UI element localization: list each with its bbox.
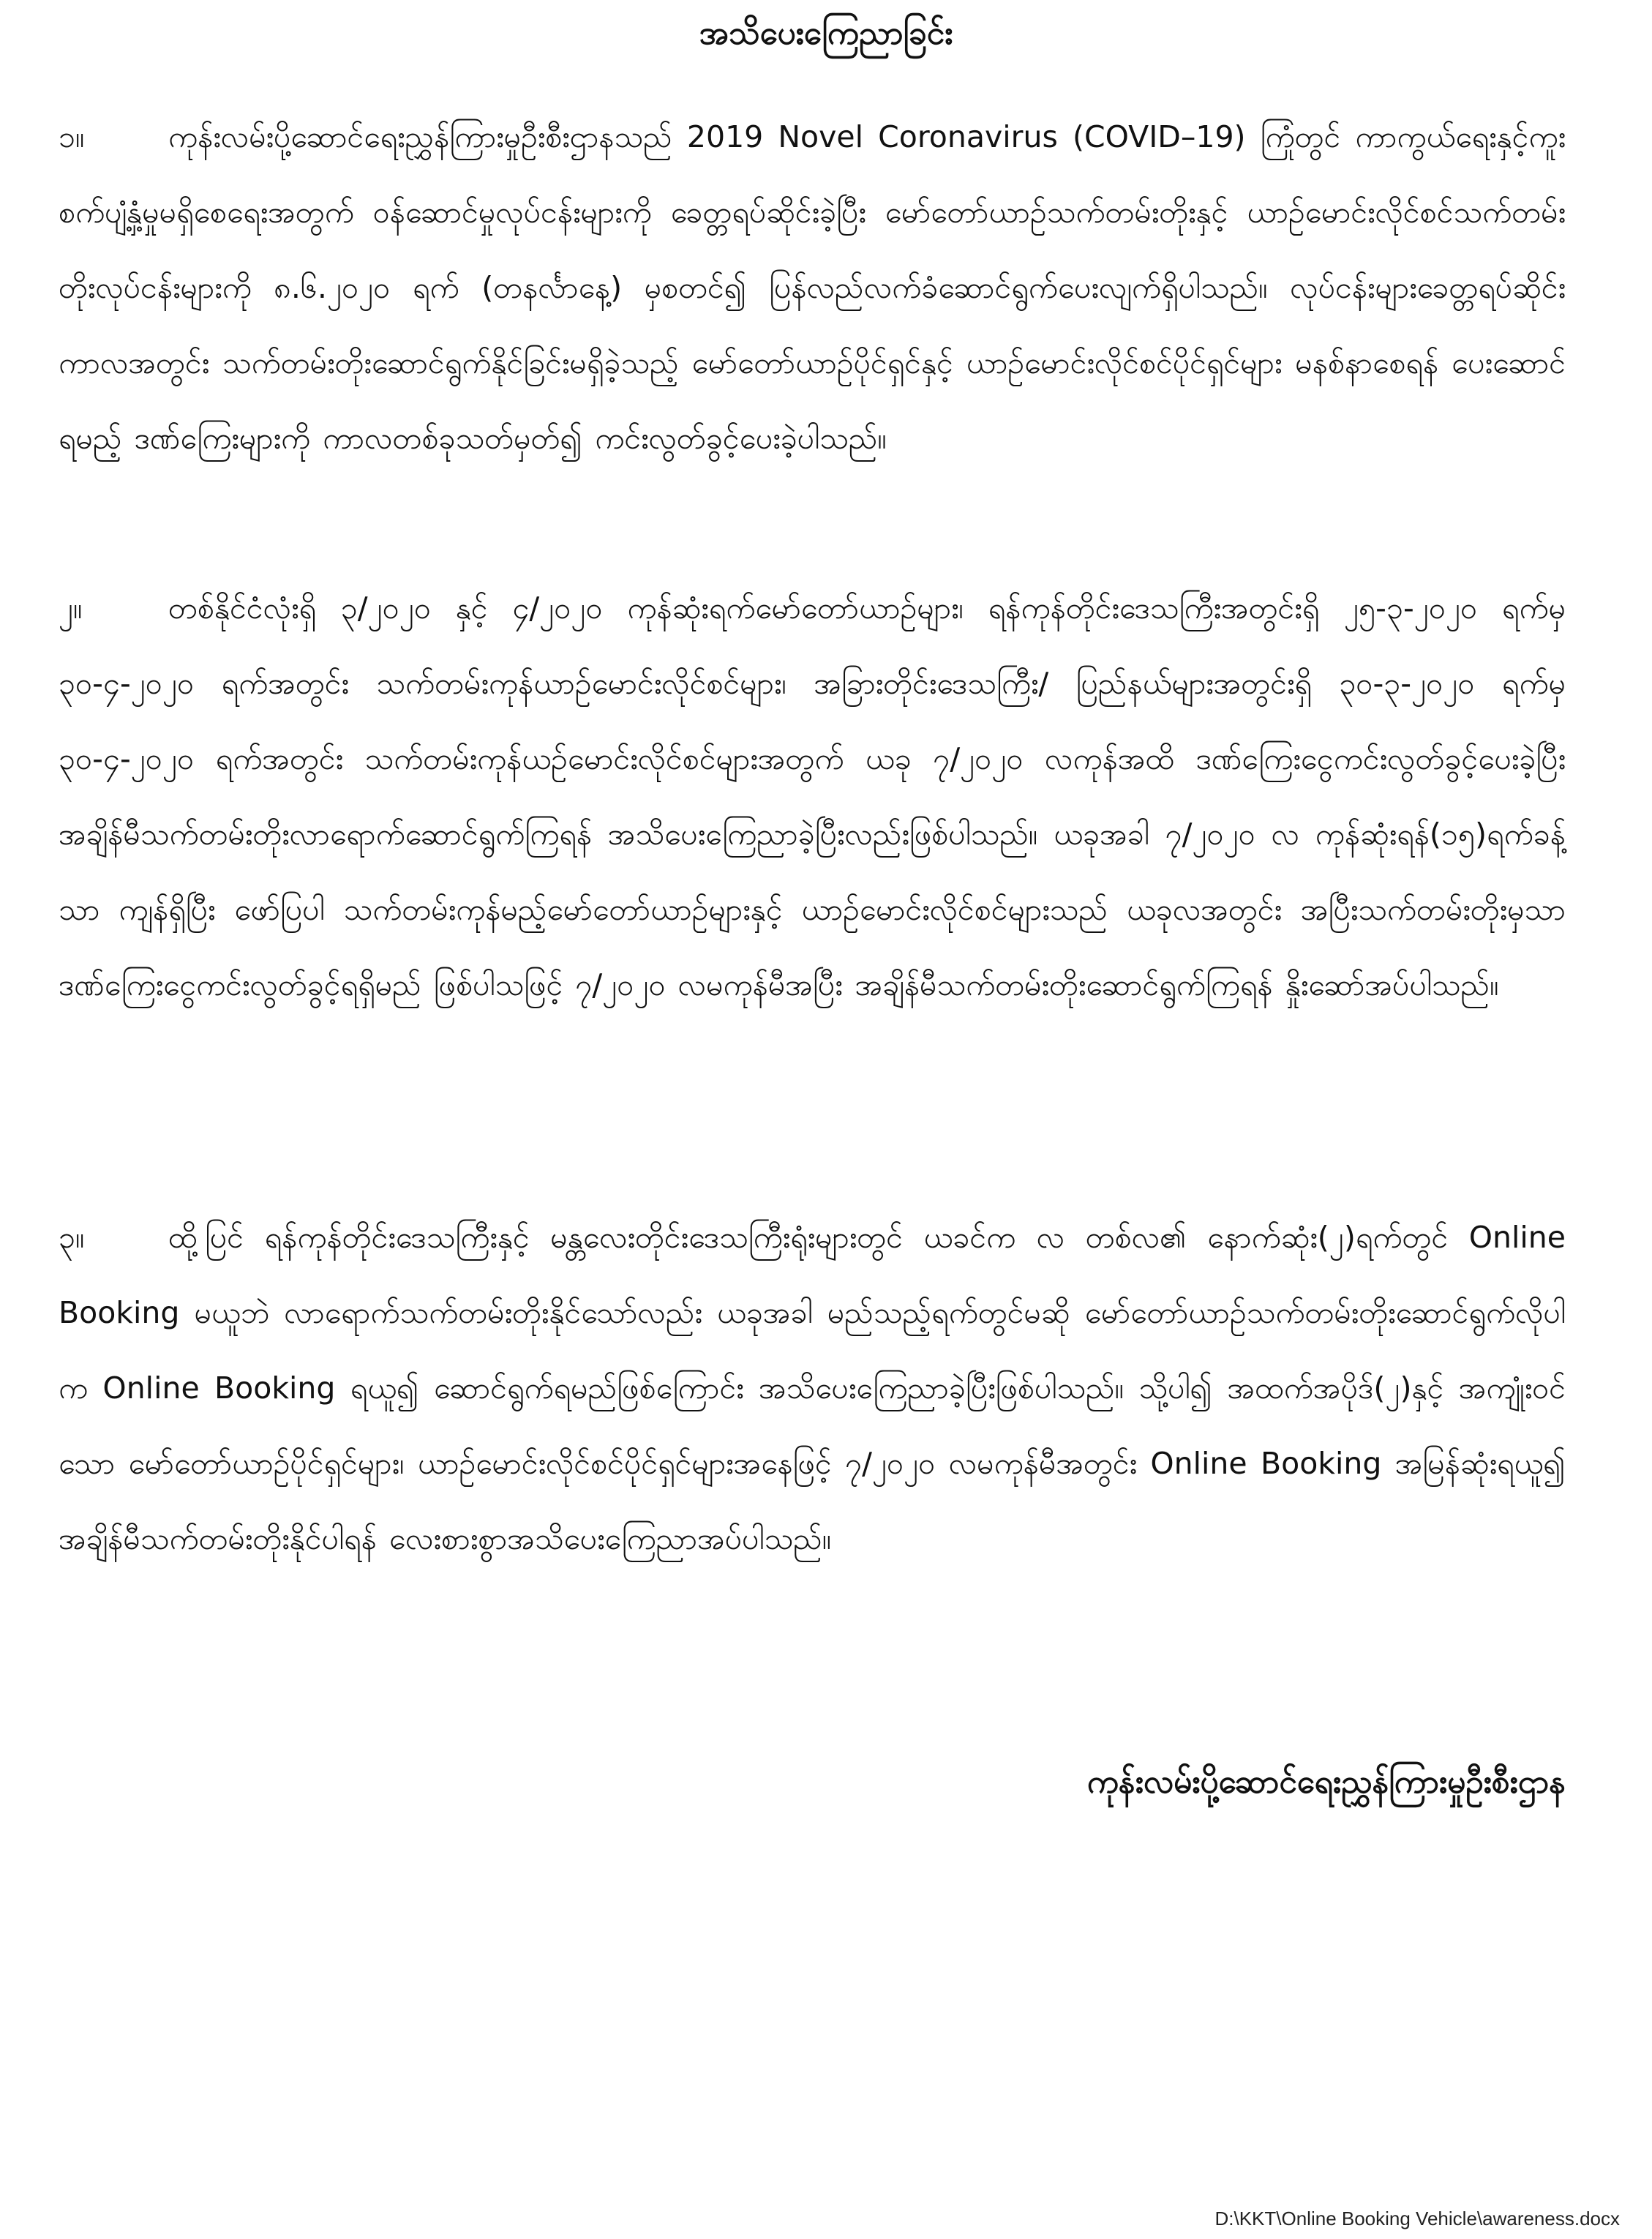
file-path-footer: D:\KKT\Online Booking Vehicle\awareness.docx: [1214, 2208, 1620, 2229]
document-title: အသိပေးကြေညာခြင်း: [699, 15, 953, 52]
paragraph-1: [59, 100, 1566, 476]
paragraph-text: ကုန်းလမ်းပို့ဆောင်ရေးညွှန်ကြားမှုဦးစီးဌာနသည် 2019 Novel Coronavirus (COVID–19) ကြုံတွင် ကာကွယ်ရေးနှင့်ကူးစက်ပျံ့နှံ့မှုမရှိစေရေးအတွက် ဝန်ဆောင်မှုလုပ်ငန်းများကို ခေတ္တရပ်ဆိုင်းခဲ့ပြီး မော်တော်ယာဉ်သက်တမ်းတိုးနှင့် ယာဉ်မောင်းလိုင်စင်သက်တမ်းတိုးလုပ်ငန်းများကို ၈.၆.၂၀၂၀ ရက် (တနင်္လာနေ့) မှစတင်၍ ပြန်လည်လက်ခံဆောင်ရွက်ပေးလျက်ရှိပါသည်။ လုပ်ငန်းများခေတ္တရပ်ဆိုင်းကာလအတွင်း သက်တမ်းတိုးဆောင်ရွက်နိုင်ခြင်းမရှိခဲ့သည့် မော်တော်ယာဉ်ပိုင်ရှင်နှင့် ယာဉ်မောင်းလိုင်စင်ပိုင်ရှင်များ မနစ်နာစေရန် ပေးဆောင်ရမည့် ဒဏ်ကြေးများကို ကာလတစ်ခုသတ်မှတ်၍ ကင်းလွတ်ခွင့်ပေးခဲ့ပါသည်။: [59, 119, 1566, 456]
signature-department: ကုန်းလမ်းပို့ဆောင်ရေးညွှန်ကြားမှုဦးစီးဌာန: [1086, 1763, 1566, 1801]
paragraph-number: ၃။: [59, 1220, 85, 1255]
paragraph-text: တစ်နိုင်ငံလုံးရှိ ၃/၂၀၂၀ နှင့် ၄/၂၀၂၀ ကုန်ဆုံးရက်မော်တော်ယာဉ်များ၊ ရန်ကုန်တိုင်းဒေသကြီးအတွင်းရှိ ၂၅-၃-၂၀၂၀ ရက်မှ ၃၀-၄-၂၀၂၀ ရက်အတွင်း သက်တမ်းကုန်ယာဉ်မောင်းလိုင်စင်များ၊ အခြားတိုင်းဒေသကြီး/ ပြည်နယ်များအတွင်းရှိ ၃၀-၃-၂၀၂၀ ရက်မှ ၃၀-၄-၂၀၂၀ ရက်အတွင်း သက်တမ်းကုန်ယဉ်မောင်းလိုင်စင်များအတွက် ယခု ၇/၂၀၂၀ လကုန်အထိ ဒဏ်ကြေးငွေကင်းလွတ်ခွင့်ပေးခဲ့ပြီး အချိန်မီသက်တမ်းတိုးလာရောက်ဆောင်ရွက်ကြရန် အသိပေးကြေညာခဲ့ပြီးလည်းဖြစ်ပါသည်။ ယခုအခါ ၇/၂၀၂၀ လ ကုန်ဆုံးရန်(၁၅)ရက်ခန့်သာ ကျန်ရှိပြီး ဖော်ပြပါ သက်တမ်းကုန်မည့်မော်တော်ယာဉ်များနှင့် ယာဉ်မောင်းလိုင်စင်များသည် ယခုလအတွင်း အပြီးသက်တမ်းတိုးမှသာ ဒဏ်ကြေးငွေကင်းလွတ်ခွင့်ရရှိမည် ဖြစ်ပါသဖြင့် ၇/၂၀၂၀ လမကုန်မီအပြီး အချိန်မီသက်တမ်းတိုးဆောင်ရွက်ကြရန် နှိုးဆော်အပ်ပါသည်။: [59, 590, 1566, 1002]
paragraph-text: ထို့ပြင် ရန်ကုန်တိုင်းဒေသကြီးနှင့် မန္တလေးတိုင်းဒေသကြီးရုံးများတွင် ယခင်က လ တစ်လ၏ နောက်ဆုံး(၂)ရက်တွင် Online Booking မယူဘဲ လာရောက်သက်တမ်းတိုးနိုင်သော်လည်း ယခုအခါ မည်သည့်ရက်တွင်မဆို မော်တော်ယာဉ်သက်တမ်းတိုးဆောင်ရွက်လိုပါက Online Booking ရယူ၍ ဆောင်ရွက်ရမည်ဖြစ်ကြောင်း အသိပေးကြေညာခဲ့ပြီးဖြစ်ပါသည်။ သို့ပါ၍ အထက်အပိုဒ်(၂)နှင့် အကျုံးဝင်သော မော်တော်ယာဉ်ပိုင်ရှင်များ၊ ယာဉ်မောင်းလိုင်စင်ပိုင်ရှင်များအနေဖြင့် ၇/၂၀၂၀ လမကုန်မီအတွင်း Online Booking အမြန်ဆုံးရယူ၍ အချိန်မီသက်တမ်းတိုးနိုင်ပါရန် လေးစားစွာအသိပေးကြေညာအပ်ပါသည်။: [59, 1220, 1566, 1556]
paragraph-2: [59, 571, 1566, 1023]
paragraph-3: [59, 1200, 1566, 1577]
paragraph-number: ၁။: [59, 119, 85, 154]
paragraph-number: ၂။: [59, 590, 83, 626]
